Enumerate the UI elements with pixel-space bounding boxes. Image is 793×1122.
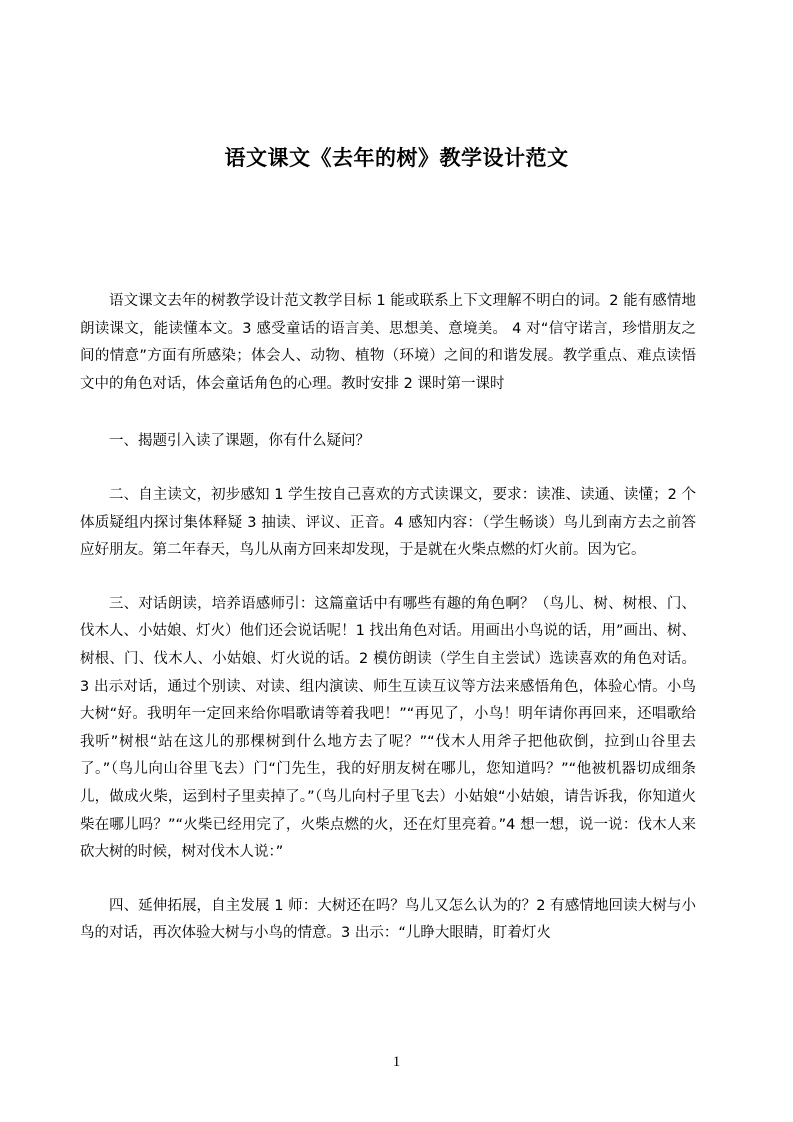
paragraph-section-2: 二、自主读文，初步感知 1 学生按自己喜欢的方式读课文，要求：读准、读通、读懂；2 个体质疑组内探讨集体释疑 3 抽读、评议、正音。4 感知内容：（学生畅谈）鸟儿到南方去之前答应好朋友。第二年春天，鸟儿从南方回来却发现，于是就在火柴点燃的灯火前。因为它。: [80, 486, 696, 559]
document-title: 语文课文《去年的树》教学设计范文: [224, 146, 569, 170]
paragraph-section-3: 三、对话朗读，培养语感师引：这篇童话中有哪些有趣的角色啊？（鸟儿、树、树根、门、伐木人、小姑娘、灯火）他们还会说话呢！1 找出角色对话。用画出小鸟说的话，用”画出、树、树根、门、伐木人、小姑娘、灯火说的话。2 模仿朗读（学生自主尝试）选读喜欢的角色对话。3 出示对话，通过个别读、对读、组内演读、师生互读互议等方法来感悟角色，体验心情。小鸟大树“好。我明年一定回来给你唱歌请等着我吧！”“再见了，小鸟！明年请你再回来，还唱歌给我听”树根“站在这儿的那棵树到什么地方去了呢？”“伐木人用斧子把他砍倒，拉到山谷里去了。”（鸟儿向山谷里飞去）门“门先生，我的好朋友树在哪儿，您知道吗？”“他被机器切成细条儿，做成火柴，运到村子里卖掉了。”（鸟儿向村子里飞去）小姑娘“小姑娘，请告诉我，你知道火柴在哪儿吗？”“火柴已经用完了，火柴点燃的火，还在灯里亮着。”4 想一想，说一说：伐木人来砍大树的时候，树对伐木人说：”: [80, 595, 696, 861]
paragraph-section-4: 四、延伸拓展，自主发展 1 师：大树还在吗？鸟儿又怎么认为的？2 有感情地回读大树与小鸟的对话，再次体验大树与小鸟的情意。3 出示：“儿睁大眼睛，盯着灯火: [80, 897, 696, 942]
document-body: [80, 288, 696, 974]
paragraph-intro: 语文课文去年的树教学设计范文教学目标 1 能或联系上下文理解不明白的词。2 能有感情地朗读课文，能读懂本文。3 感受童话的语言美、思想美、意境美。 4 对“信守诺言，珍惜朋友之间的情意”方面有所感染；体会人、动物、植物（环境）之间的和谐发展。教学重点、难点读悟文中的角色对话，体会童话角色的心理。教时安排 2 课时第一课时: [80, 293, 696, 392]
paragraph-section-1: 一、揭题引入读了课题，你有什么疑问？: [109, 433, 370, 450]
page-number: 1: [392, 1054, 401, 1070]
